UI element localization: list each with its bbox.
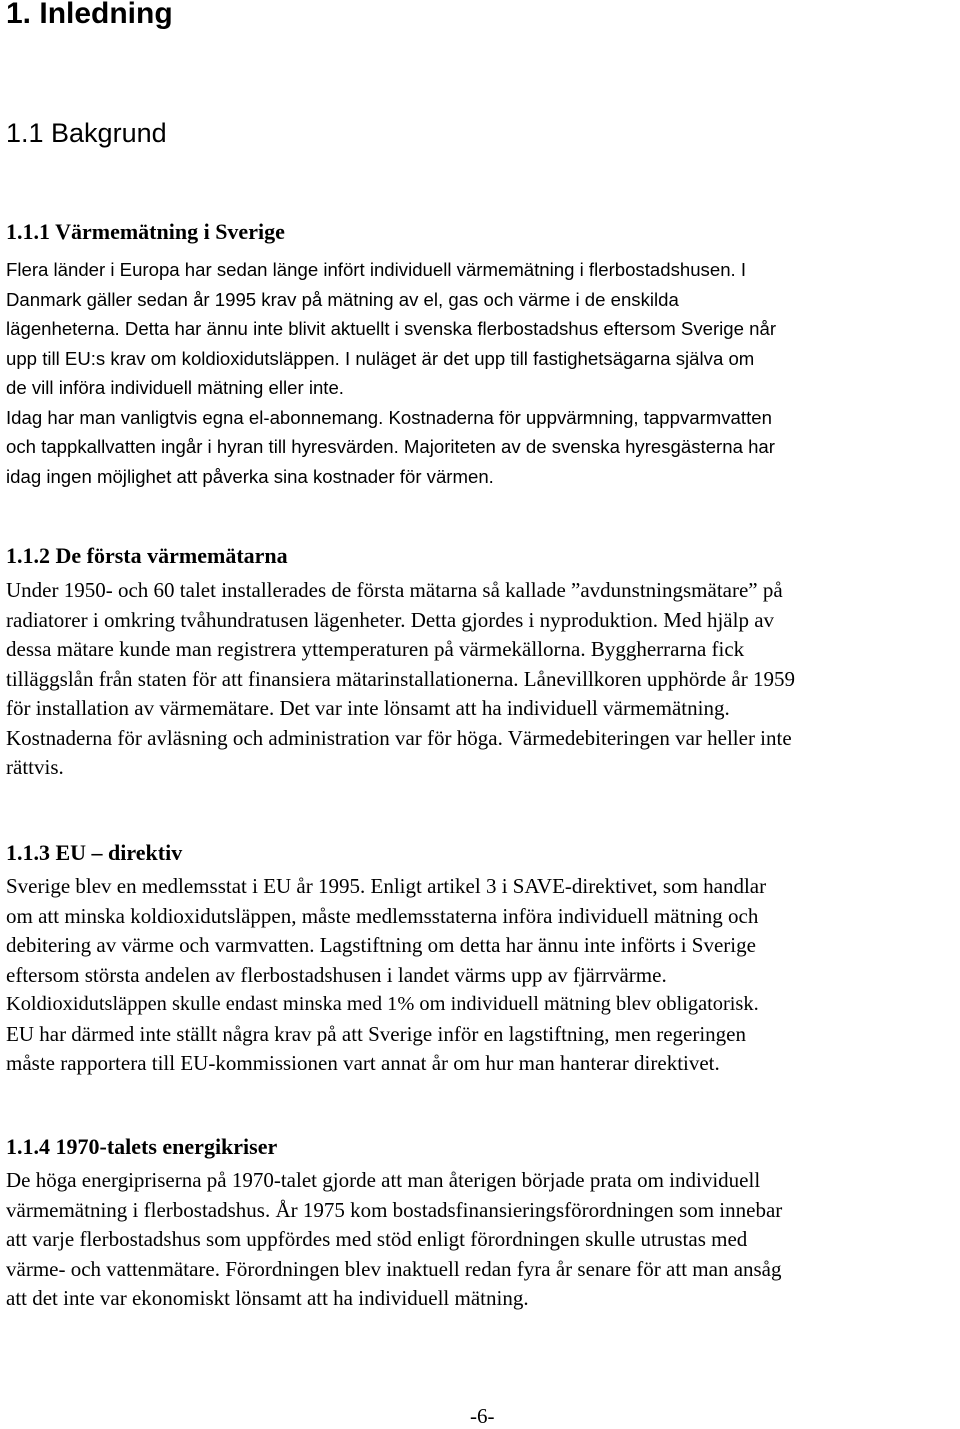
text-line: EU har därmed inte ställt några krav på att Sverige inför en lagstiftning, men regeringen bbox=[6, 1021, 746, 1046]
text-line: Idag har man vanligtvis egna el-abonnemang. Kostnaderna för uppvärmning, tappvarmvatten bbox=[6, 406, 772, 428]
text-line: Kostnaderna för avläsning och administration var för höga. Värmedebiteringen var heller inte bbox=[6, 725, 792, 750]
text-line: att det inte var ekonomiskt lönsamt att ha individuell mätning. bbox=[6, 1286, 529, 1310]
text-line: lägenheterna. Detta har ännu inte blivit aktuellt i svenska flerbostadshus eftersom Sverige når bbox=[6, 318, 777, 339]
text-line: eftersom största andelen av flerbostadshusen i landet värms upp av fjärrvärme. bbox=[6, 962, 667, 987]
text-line: tilläggslån från staten för att finansiera mätarinstallationerna. Lånevillkoren upphörde år 1959 bbox=[6, 666, 795, 691]
subsection-heading-eu-direktiv: 1.1.3 EU – direktiv bbox=[6, 840, 183, 865]
text-line: måste rapportera till EU-kommissionen vart annat år om hur man hanterar direktivet. bbox=[6, 1051, 720, 1075]
text-line: Flera länder i Europa har sedan länge infört individuell värmemätning i flerbostadshusen. I bbox=[6, 259, 747, 280]
text-line: Danmark gäller sedan år 1995 krav på mätning av el, gas och värme i de enskilda bbox=[6, 288, 679, 310]
text-line: idag ingen möjlighet att påverka sina kostnader för värmen. bbox=[6, 465, 494, 487]
text-line: dessa mätare kunde man registrera yttemperaturen på värmekällorna. Byggherrarna fick bbox=[6, 637, 745, 661]
text-line: för installation av värmemätare. Det var inte lönsamt att ha individuell värmemätning. bbox=[6, 696, 730, 720]
paragraph-forsta-varmematarna bbox=[6, 576, 956, 783]
subsection-heading-varmematning: 1.1.1 Värmemätning i Sverige bbox=[6, 219, 285, 244]
paragraph-energikriser bbox=[6, 1166, 956, 1314]
paragraph-varmematning bbox=[6, 255, 956, 491]
page-number: -6- bbox=[470, 1404, 495, 1428]
text-line: debitering av värme och varmvatten. Lagstiftning om detta har ännu inte införts i Sverige bbox=[6, 933, 756, 957]
text-line: rättvis. bbox=[6, 755, 64, 779]
text-line: de vill införa individuell mätning eller inte. bbox=[6, 377, 344, 398]
text-line: Koldioxidutsläppen skulle endast minska med 1% om individuell mätning blev obligatorisk. bbox=[6, 993, 759, 1015]
subsection-heading-forsta-varmematarna: 1.1.2 De första värmemätarna bbox=[6, 543, 288, 568]
section-heading: 1.1 Bakgrund bbox=[6, 118, 167, 148]
text-line: upp till EU:s krav om koldioxidutsläppen. I nuläget är det upp till fastighetsägarna själva om bbox=[6, 347, 755, 369]
text-line: Sverige blev en medlemsstat i EU år 1995. Enligt artikel 3 i SAVE-direktivet, som handlar bbox=[6, 874, 767, 898]
text-line: värme- och vattenmätare. Förordningen blev inaktuell redan fyra år senare för att man ansåg bbox=[6, 1256, 782, 1281]
text-line: att varje flerbostadshus som uppfördes med stöd enligt förordningen skulle utrustas med bbox=[6, 1227, 748, 1251]
text-line: Under 1950- och 60 talet installerades de första mätarna så kallade ”avdunstningsmätare” på bbox=[6, 578, 783, 602]
text-line: värmemätning i flerbostadshus. År 1975 kom bostadsfinansieringsförordningen som innebar bbox=[6, 1197, 783, 1222]
subsection-heading-energikriser: 1.1.4 1970-talets energikriser bbox=[6, 1134, 278, 1159]
text-line: och tappkallvatten ingår i hyran till hyresvärden. Majoriteten av de svenska hyresgästerna har bbox=[6, 436, 775, 457]
chapter-heading: 1. Inledning bbox=[6, 0, 173, 30]
text-line: radiatorer i omkring tvåhundratusen lägenheter. Detta gjordes i nyproduktion. Med hjälp av bbox=[6, 607, 775, 632]
paragraph-eu-direktiv bbox=[6, 872, 956, 1079]
text-line: om att minska koldioxidutsläppen, måste medlemsstaterna införa individuell mätning och bbox=[6, 903, 759, 928]
text-line: De höga energipriserna på 1970-talet gjorde att man återigen började prata om individuell bbox=[6, 1168, 761, 1192]
